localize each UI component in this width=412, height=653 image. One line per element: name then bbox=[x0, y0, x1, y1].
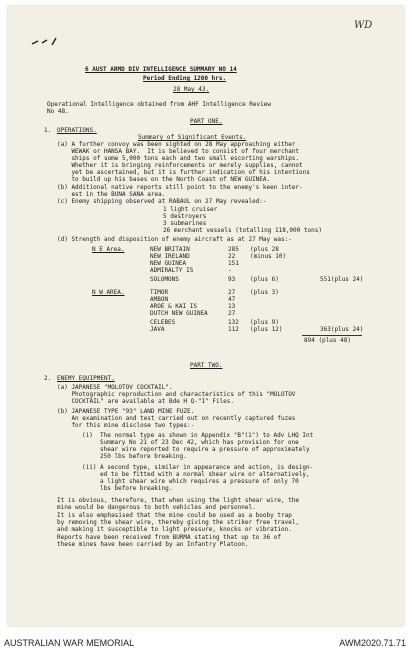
footer-bar bbox=[0, 632, 412, 653]
place-cell: ADMIRALTY IS bbox=[150, 267, 194, 274]
section-2-title: ENEMY EQUIPMENT. bbox=[57, 375, 115, 382]
text-line: by removing the shear wire, thereby giving the striker free travel, bbox=[57, 519, 300, 526]
place-cell: JAVA bbox=[150, 326, 165, 333]
text-line: for this mine disclose two types:- bbox=[57, 422, 195, 429]
list-item: 26 merchant vessels (totalling 118,000 tons) bbox=[163, 227, 322, 234]
text-line: and making it susceptible to light pressure, knocks or vibration. bbox=[57, 526, 292, 533]
place-cell: AMBON bbox=[150, 296, 169, 303]
text-line: Whether it is bringing reinforcements or merely supplies, cannot bbox=[57, 162, 303, 169]
text-line: to build up his bases on the North Coast of NEW GUINEA. bbox=[57, 176, 271, 183]
count-cell: - bbox=[228, 267, 232, 274]
text-line: 250 lbs before breaking. bbox=[82, 453, 187, 460]
part-two-heading: PART TWO. bbox=[190, 362, 223, 369]
text-line: (b) Additional native reports still point to the enemy's keen inter- bbox=[57, 184, 303, 191]
footer-credit: AUSTRALIAN WAR MEMORIAL bbox=[4, 638, 135, 648]
footer-accession-number: AWM2020.71.71 bbox=[339, 638, 406, 648]
place-cell: NEW GUINEA bbox=[150, 260, 187, 267]
text-line: Summary No 21 of 23 Dec 42, which has provision for one bbox=[82, 439, 299, 446]
list-item: 1 light cruiser bbox=[163, 206, 218, 213]
note-cell: (plus 9) bbox=[250, 319, 279, 326]
ne-total: 551(plus 24) bbox=[320, 276, 364, 283]
text-line: It is also emphasised that the mine could be used as a booby trap bbox=[57, 512, 292, 519]
text-line: It is obvious, therefore, that when using the light shear wire, the bbox=[57, 497, 300, 504]
place-cell: NEW BRITAIN bbox=[150, 246, 190, 253]
summary-heading: Summary of Significant Events. bbox=[138, 134, 247, 141]
section-2-number: 2. bbox=[44, 375, 52, 382]
count-cell: 285 bbox=[228, 246, 239, 253]
count-cell: 22 bbox=[228, 253, 236, 260]
text-line: (a) JAPANESE "MOLOTOV COCKTAIL". bbox=[57, 384, 173, 391]
place-cell: TIMOR bbox=[150, 289, 169, 296]
note-cell: (plus 28 bbox=[250, 246, 279, 253]
section-1-number: 1. bbox=[44, 127, 52, 134]
count-cell: 112 bbox=[228, 326, 239, 333]
source-line-1: Operational Intelligence obtained from AHF Intelligence Review bbox=[47, 101, 271, 108]
note-cell: (plus 6) bbox=[250, 276, 279, 283]
note-cell: (plus 12) bbox=[250, 326, 283, 333]
text-line: lbs before breaking. bbox=[82, 485, 173, 492]
count-cell: 47 bbox=[228, 296, 236, 303]
section-1-title: OPERATIONS. bbox=[57, 127, 97, 134]
text-line: COCKTAIL" are available at Bde H Q-"I" Files. bbox=[57, 398, 235, 405]
document-title: 6 AUST ARMD DIV INTELLIGENCE SUMMARY NO 14 bbox=[85, 66, 237, 73]
count-cell: 132 bbox=[228, 319, 239, 326]
ne-area-label: N E Area. bbox=[92, 246, 125, 253]
text-line: a light shear wire which requires a pressure of only 70 bbox=[82, 478, 299, 485]
place-cell: NEW IRELAND bbox=[150, 253, 190, 260]
text-line: yet be ascertained, but it is further indication of his intentions bbox=[57, 169, 310, 176]
note-cell: (plus 3) bbox=[250, 289, 279, 296]
text-line: Photographic reproduction and characteristics of this "MOLOTOV bbox=[57, 391, 296, 398]
list-item: 3 submarines bbox=[163, 220, 207, 227]
part-one-heading: PART ONE. bbox=[190, 118, 223, 125]
text-line: (c) Enemy shipping observed at RABAUL on 27 May revealed:- bbox=[57, 198, 267, 205]
nw-total: 363(plus 24) bbox=[320, 326, 364, 333]
text-line: est in the BUNA SANA area. bbox=[57, 191, 166, 198]
handwritten-mark: WD bbox=[354, 20, 373, 31]
pencil-marks-icon bbox=[30, 36, 64, 48]
count-cell: 27 bbox=[228, 310, 236, 317]
place-cell: SOLOMONS bbox=[150, 276, 179, 283]
grand-total: 894 (plus 48) bbox=[304, 337, 351, 344]
text-line: An examination and test carried out on recently captured fuzes bbox=[57, 415, 296, 422]
period-line: Period Ending 1200 hrs. bbox=[143, 75, 227, 82]
total-rule bbox=[302, 335, 362, 336]
text-line: ships of some 5,000 tons each and two small escorting warships. bbox=[57, 155, 300, 162]
place-cell: DUTCH NEW GUINEA bbox=[150, 310, 208, 317]
list-item: 5 destroyers bbox=[163, 213, 207, 220]
note-cell: (minus 10) bbox=[250, 253, 287, 260]
aircraft-intro: (d) Strength and disposition of enemy aircraft as at 27 May was:- bbox=[57, 236, 292, 243]
count-cell: 151 bbox=[228, 260, 239, 267]
text-line: ed to be fitted with a normal shear wire or alternatively, bbox=[82, 471, 310, 478]
text-line: WEWAK or HANSA BAY. It is believed to consist of four merchant bbox=[57, 148, 300, 155]
place-cell: AROE & KAI IS bbox=[150, 303, 197, 310]
text-line: these mines have been carried by an Infantry Platoon. bbox=[57, 541, 249, 548]
source-line-2: No 48. bbox=[47, 108, 69, 115]
text-line: shear wire reported to require a pressure of approximately bbox=[82, 446, 310, 453]
date-line: 28 May 43. bbox=[173, 86, 210, 93]
count-cell: 93 bbox=[228, 276, 236, 283]
text-line: (b) JAPANESE TYPE "93" LAND MINE FUZE. bbox=[57, 408, 195, 415]
text-line: mine would be dangerous to both vehicles and personnel. bbox=[57, 504, 256, 511]
text-line: (ii) A second type, similar in appearance and action, is design- bbox=[82, 464, 314, 471]
place-cell: CELEBES bbox=[150, 319, 176, 326]
text-line: (i) The normal type as shown in Appendix "B"(1") to Adv LHQ Int bbox=[82, 432, 314, 439]
count-cell: 13 bbox=[228, 303, 236, 310]
count-cell: 27 bbox=[228, 289, 236, 296]
text-line: (a) A further convoy was been sighted on 28 May approaching either bbox=[57, 141, 296, 148]
text-line: Reports have been received from BURMA stating that up to 36 of bbox=[57, 534, 281, 541]
nw-area-label: N W AREA. bbox=[92, 289, 125, 296]
